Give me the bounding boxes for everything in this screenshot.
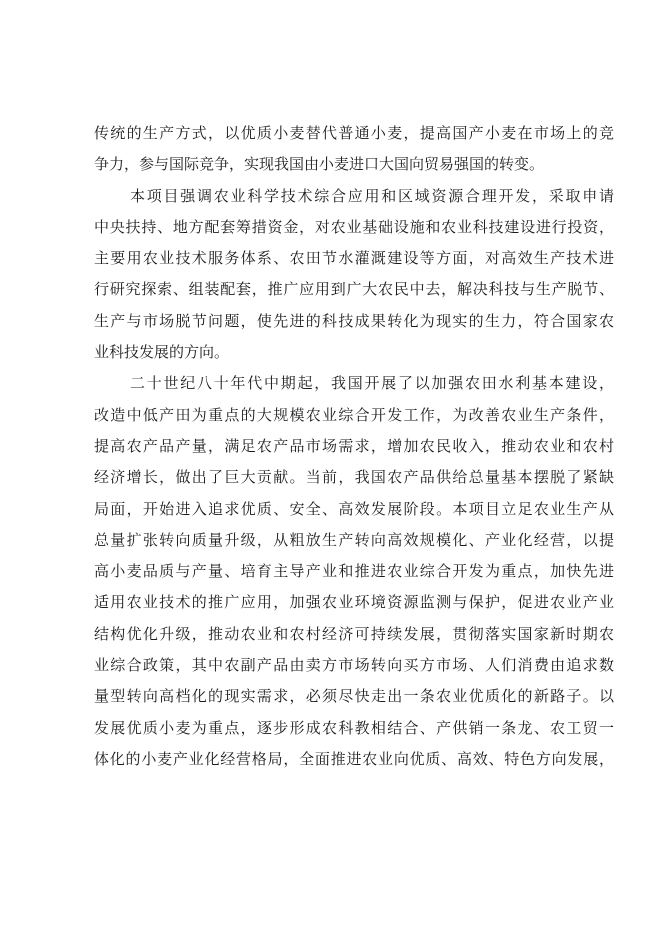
text-line: 高小麦品质与产量、培育主导产业和推进农业综合开发为重点，加快先进 xyxy=(94,562,614,581)
text-line: 生产与市场脱节问题，使先进的科技成果转化为现实的生力，符合国家农 xyxy=(94,311,614,330)
text-line: 本项目强调农业科学技术综合应用和区域资源合理开发，采取申请 xyxy=(130,186,614,205)
text-line: 发展优质小麦为重点，逐步形成农科教相结合、产供销一条龙、农工贸一 xyxy=(94,718,614,737)
text-line: 行研究探索、组装配套，推广应用到广大农民中去，解决科技与生产脱节、 xyxy=(94,280,614,299)
text-line: 总量扩张转向质量升级，从粗放生产转向高效规模化、产业化经营，以提 xyxy=(94,530,614,549)
text-line: 主要用农业技术服务体系、农田节水灌溉建设等方面，对高效生产技术进 xyxy=(94,249,614,268)
document-body xyxy=(94,118,614,775)
text-line: 二十世纪八十年代中期起，我国开展了以加强农田水利基本建设， xyxy=(130,374,614,393)
text-line: 争力，参与国际竞争，实现我国由小麦进口大国向贸易强国的转变。 xyxy=(94,155,545,174)
text-line: 提高农产品产量，满足农产品市场需求，增加农民收入，推动农业和农村 xyxy=(94,436,614,455)
text-line: 传统的生产方式，以优质小麦替代普通小麦，提高国产小麦在市场上的竞 xyxy=(94,124,614,142)
text-line: 经济增长，做出了巨大贡献。当前，我国农产品供给总量基本摆脱了紧缺 xyxy=(94,468,614,487)
text-line: 改造中低产田为重点的大规模农业综合开发工作，为改善农业生产条件， xyxy=(94,405,614,424)
text-line: 业综合政策，其中农副产品由卖方市场转向买方市场、人们消费由追求数 xyxy=(94,656,614,675)
text-line: 体化的小麦产业化经营格局，全面推进农业向优质、高效、特色方向发展， xyxy=(94,749,614,768)
paragraph xyxy=(94,181,614,369)
text-line: 结构优化升级，推动农业和农村经济可持续发展，贯彻落实国家新时期农 xyxy=(94,624,614,643)
text-line: 业科技发展的方向。 xyxy=(94,343,230,362)
paragraph xyxy=(94,118,614,181)
text-line: 适用农业技术的推广应用，加强农业环境资源监测与保护，促进农业产业 xyxy=(94,593,614,612)
paragraph xyxy=(94,368,614,775)
text-line: 局面，开始进入追求优质、安全、高效发展阶段。本项目立足农业生产从 xyxy=(94,499,614,518)
text-line: 量型转向高档化的现实需求，必须尽快走出一条农业优质化的新路子。以 xyxy=(94,687,614,706)
text-line: 中央扶持、地方配套筹措资金，对农业基础设施和农业科技建设进行投资， xyxy=(94,217,614,236)
